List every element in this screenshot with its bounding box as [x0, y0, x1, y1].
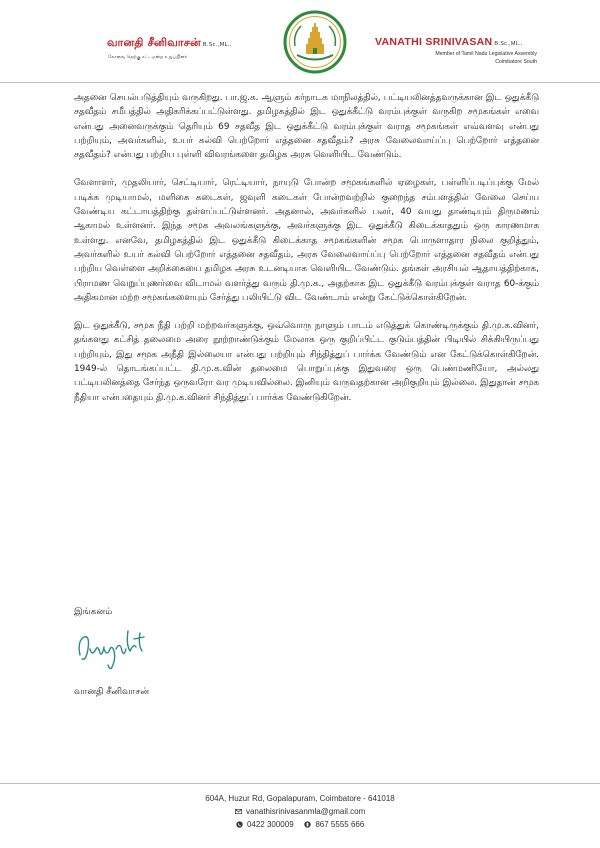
paragraph-2: வேளாளர், முதலியார், செட்டியார், ரெட்டியார், நாயுடு போன்ற சமூகங்களில் ஏழைகள், பள்ளிப்படிப்புக்கு மேல் படிக்க முடியாமல், மளிகை கடைகள், ஜவுளி கடைகள் போன்றவற்றில் குறைந்த சம்பளத்தில் வேலை செய்ய வேண்டிய கட்டாயத்திற்கு தள்ளப்பட்டுள்ளனர். அதனால், அவர்களில் பலர், 40 வயது தாண்டியும் திருமணம் ஆகாமல் உள்ளனர். இந்த சமூக அவலங்களுக்கு, அவர்களுக்கு இட ஒதுக்கீடு கிடைக்காததும் ஒரு காரணமாக உள்ளது. எனவே, தமிழகத்தில் இட ஒதுக்கீடு கிடைக்காத சமூகங்களின் சமூக பொருளாதார நிலை குறித்தும், அவர்களில் உயர் கல்வி பெற்றோர் எத்தனை சதவீதம், அரசு வேலைவாய்ப்பு பெற்றோர் எத்தனை சதவீதம் என்பது பற்றிய வெள்ளை அறிக்கையை தமிழக அரசு உடனடியாக வெளியிட வேண்டும். தங்கள் அரசியல் ஆதாயத்திற்காக, பிராமண வெறுப்புணர்வை விடாமல் வளர்த்து வரும் தி.மு.க., அதற்காக இட ஒதுக்கீடு வரம்புக்குள் வராத 60-க்கும் அதிகமான மற்ற சமூகங்களையும் சேர்த்து பலியிட்டு விட வேண்டாம் என்று கேட்டுக்கொள்கிறேன்.	[74, 178, 539, 303]
paragraph-3: இட ஒதுக்கீடு, சமூக நீதி பற்றி மற்றவர்களுக்கு, ஒவ்வொரு நாளும் பாடம் எடுத்துக் கொண்டிருக்கும் தி.மு.க.வினர், தங்களது கட்சித் தலைமை அரை நூற்றாண்டுக்கும் மேலாக ஒரு குறிப்பிட்ட குடும்பத்தின் பிடியில் சிக்கியிருப்பது பற்றியும், இது சமூக அநீதி இல்லையா என்பது பற்றியும் சிந்தித்துப் பார்க்க வேண்டும் என கேட்டுக்கொள்கிறேன். 1949-ல் தொடங்கப்பட்ட தி.மு.க.வின் தலைமை பொறுப்புக்கு இதுவரை ஒரு பெண்மணியோ, அல்லது பட்டியலினத்தை சேர்ந்த ஒருவரோ வர முடியவில்லை. இனியும் வருவதற்கான அறிகுறியும் இல்லை. இதுதான் சமூக நீதியா என்பதையும் தி.மு.க.வினர் சிந்தித்துப் பார்க்க வேண்டுகிறேன்.	[74, 321, 539, 403]
english-name-line	[375, 36, 575, 48]
footer-phone-1: 0422 300009	[246, 820, 294, 829]
footer-address: 604A, Huzur Rd, Gopalapuram, Coimbatore - 641018	[205, 794, 395, 803]
tamil-name: வானதி சீனிவாசன்	[107, 36, 201, 49]
mobile-icon	[304, 821, 311, 828]
footer-email: vanathisrinivasanmla@gmail.com	[245, 807, 366, 816]
english-name: VANATHI SRINIVASAN	[375, 36, 493, 48]
footer-phone-line	[0, 818, 600, 831]
footer-divider	[0, 783, 600, 784]
header-left-block	[107, 36, 277, 60]
phone-icon	[236, 821, 243, 828]
footer-email-line	[0, 805, 600, 818]
header-divider	[0, 82, 600, 83]
header-right-block	[375, 36, 575, 66]
signer-name: வானதி சீனிவாசன்	[74, 687, 150, 697]
tamil-name-line	[107, 36, 277, 51]
english-degree: B.Sc.,ML.,	[494, 41, 523, 47]
footer-phone-2: 867 5555 666	[315, 820, 365, 829]
closing-salutation: இங்கனம்	[74, 607, 113, 617]
letter-body	[74, 91, 539, 419]
english-subtitle	[375, 51, 537, 66]
tamil-subtitle: கோவை தெற்கு சட்டமன்ற உறுப்பினர்	[108, 55, 188, 60]
english-subtitle-line-1: Member of Tamil Nadu Legislative Assembly	[435, 51, 537, 57]
paragraph-1: அதனை செயல்படுத்தியும் வருகிறது. பா.ஜ.க. ஆளும் கர்நாடக மாநிலத்தில், பட்டியலினத்தவருக்கான இட ஒதுக்கீடு சதவீதம் சமீபத்தில் அதிகரிக்கப்பட்டுள்ளது. தமிழகத்தில் இட ஒதுக்கீட்டு வரம்புக்குள் வருகிற சமூகங்கள் எவை என்பது அனைவருக்கும் தெரியும் 69 சதவீத இட ஒதுக்கீட்டு வரம்புக்குள் வராத சமூகங்கள் எவ்வளவு என்பது பற்றியும், அவர்களில், உயர் கல்வி பெற்றோர் எத்தனை சதவீதம்? அரசு வேலைவாய்ப்பு பெற்றோர் எத்தனை சதவீதம்? என்பது பற்றிய புள்ளி விவரங்களை தமிழக அரசு வெளியிட வேண்டும்.	[74, 93, 539, 161]
english-subtitle-line-2: Coimbatore South	[495, 58, 537, 65]
email-icon	[235, 808, 242, 815]
footer	[0, 792, 600, 831]
tamil-degree: B.Sc.,ML.,	[202, 42, 232, 48]
handwritten-signature	[74, 619, 174, 679]
tamil-nadu-emblem-icon	[283, 10, 347, 74]
